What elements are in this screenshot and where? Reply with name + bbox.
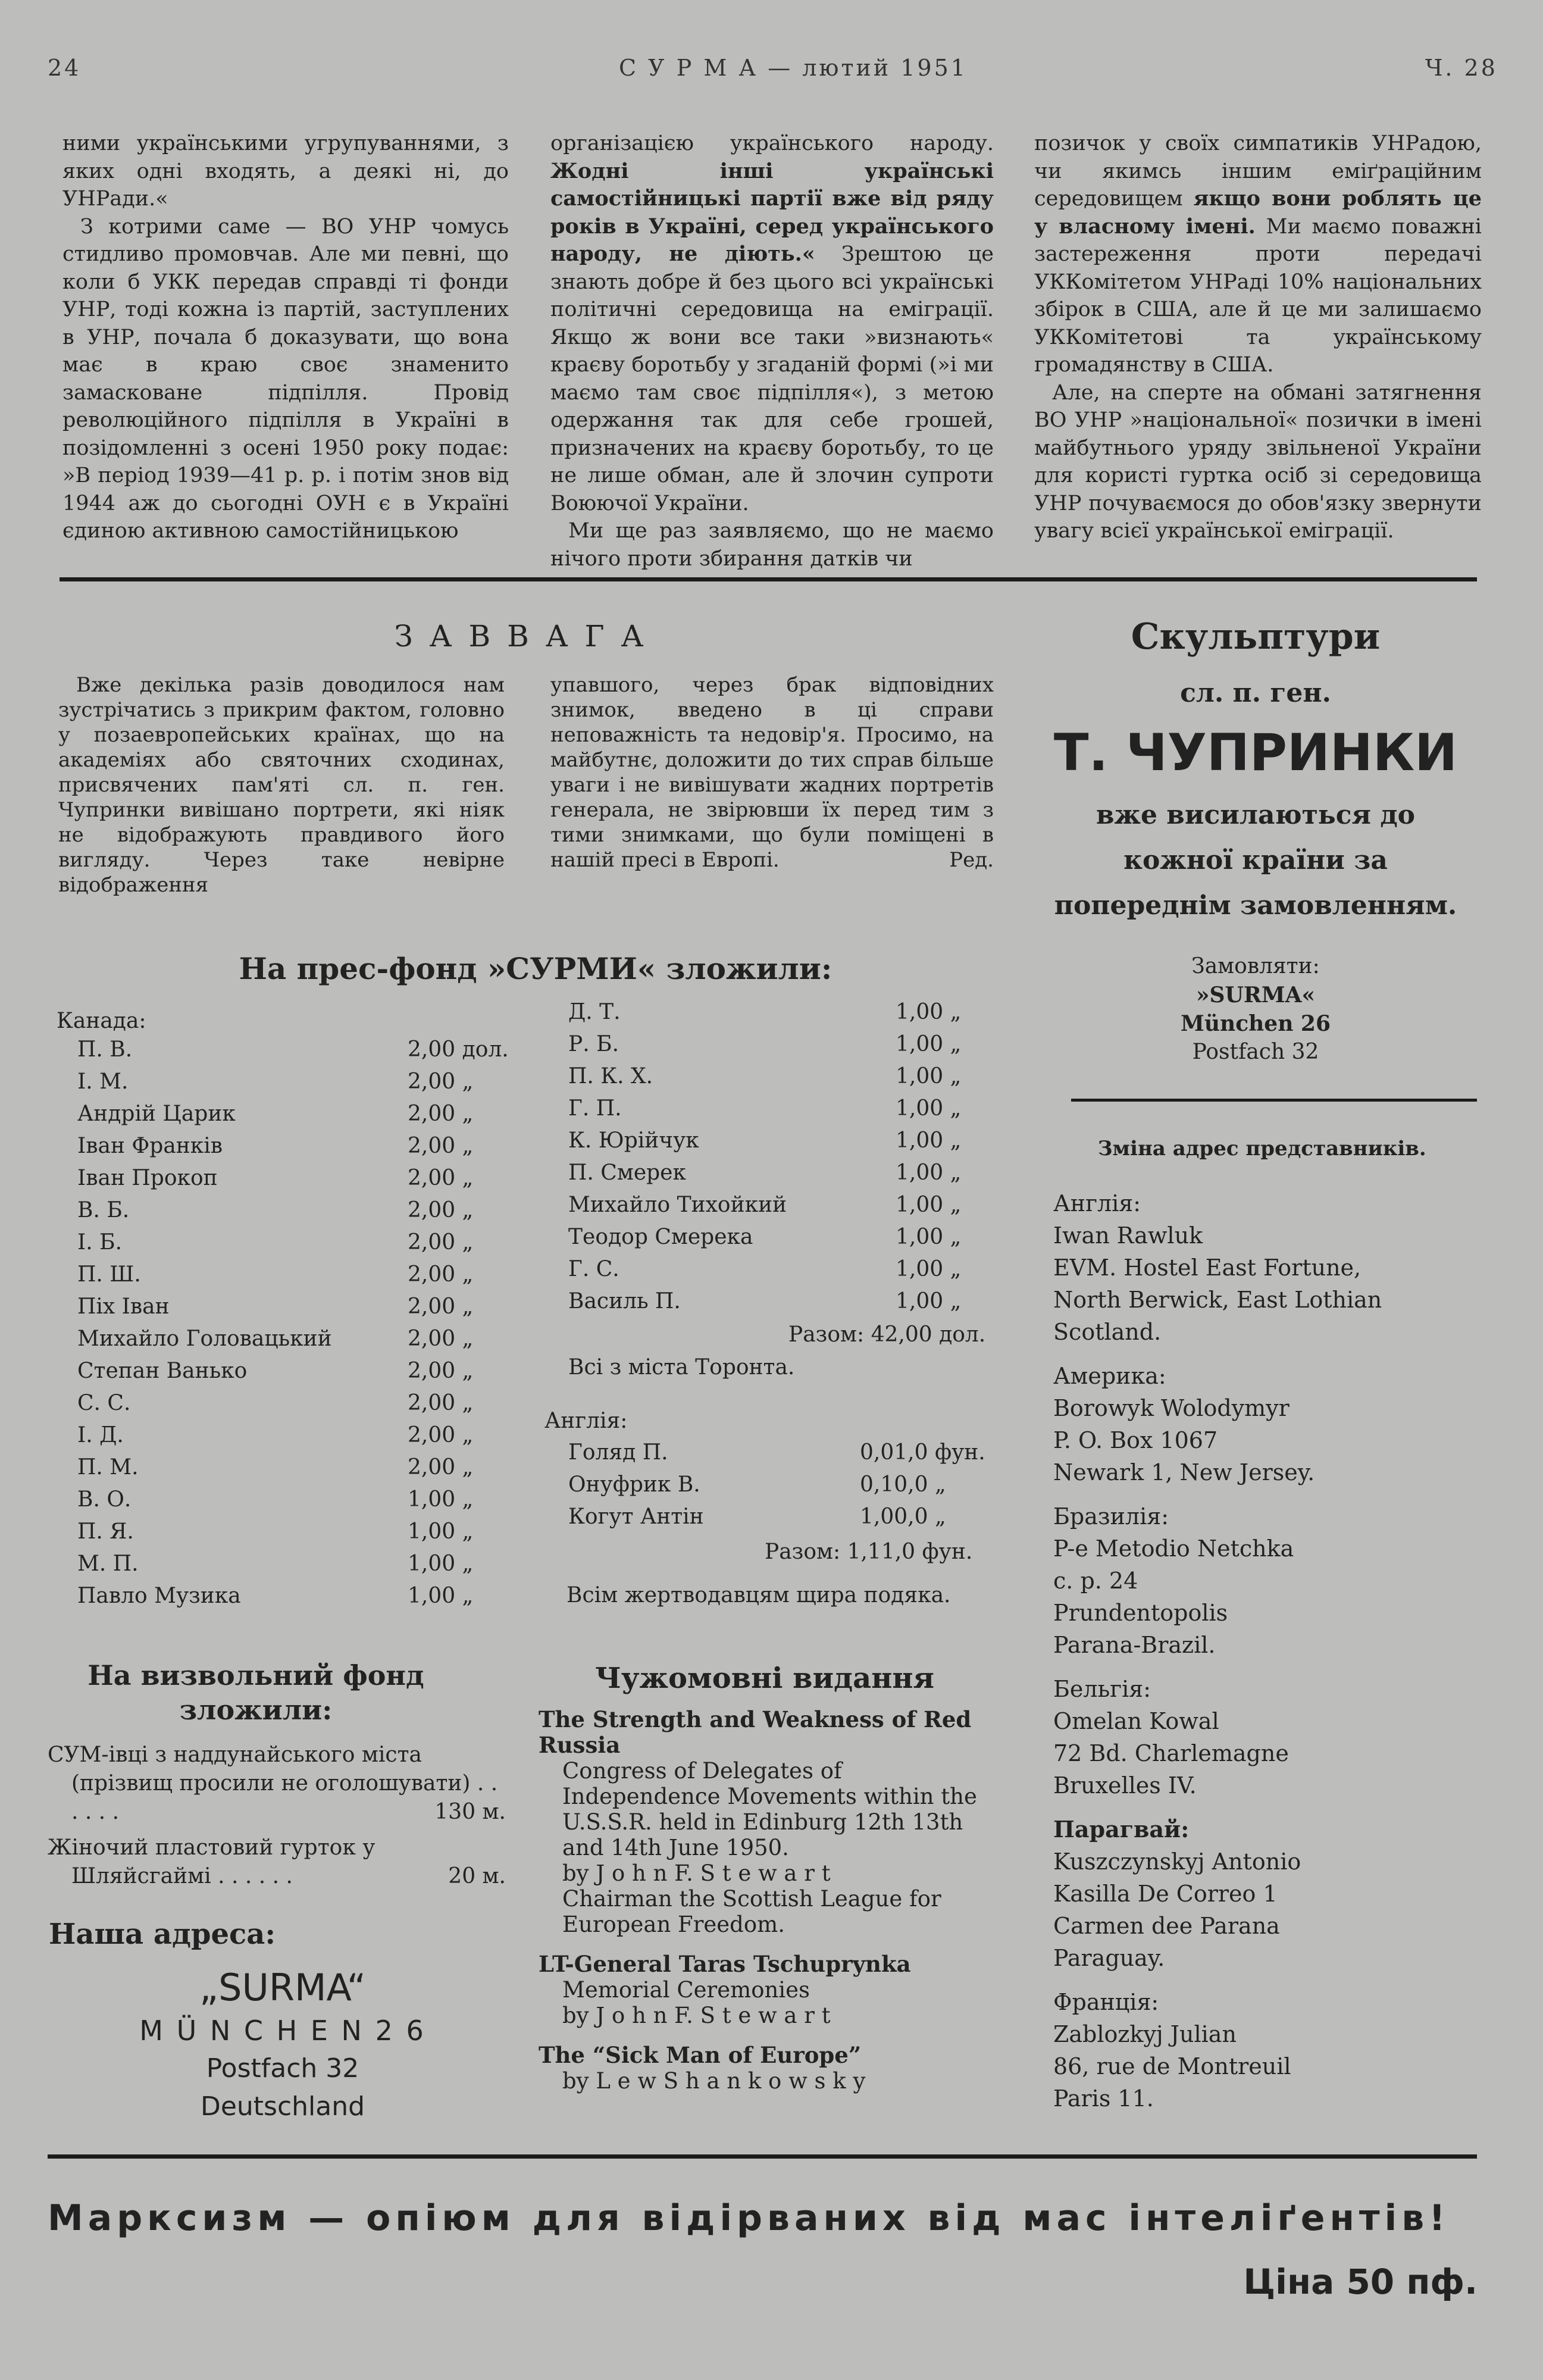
publication-author: by L e w S h a n k o w s k y (562, 2068, 866, 2094)
divider (1071, 1099, 1477, 1102)
divider (60, 577, 1477, 581)
publication-title: The “Sick Man of Europe” (539, 2042, 862, 2068)
running-title: С У Р М А — лютий 1951 (619, 55, 968, 81)
address-group (1053, 1673, 1476, 1802)
england-label: Англія: (544, 1409, 628, 1433)
address-country: Америка: (1053, 1363, 1166, 1389)
donor-row (77, 1262, 518, 1294)
order-postfach: Postfach 32 (1192, 1040, 1319, 1064)
donor-name: Р. Б. (568, 1032, 619, 1056)
canada-total: Разом: 42,00 дол. (788, 1322, 986, 1347)
address-country: Англія: (1053, 1190, 1141, 1216)
donor-row (568, 1128, 997, 1161)
address-line: 86, rue de Montreuil (1053, 2053, 1291, 2079)
our-address-title: Наша адреса: (49, 1918, 276, 1951)
address-group (1053, 1986, 1476, 2115)
article-text: організацією українського народу. (550, 132, 994, 155)
address-line: Carmen dee Parana (1053, 1913, 1280, 1939)
notice-title: З А В В А Г А (394, 619, 647, 653)
donor-name: Г. П. (568, 1096, 622, 1121)
donor-row (77, 1584, 518, 1616)
address-group (1053, 1360, 1476, 1488)
donor-name: П. Ш. (77, 1262, 141, 1287)
publication-title: LT-General Taras Tschuprynka (539, 1951, 911, 1977)
liberation-item (48, 1834, 506, 1891)
donor-row (77, 1230, 518, 1262)
issue-number: Ч. 28 (1425, 55, 1498, 81)
foreign-pubs-title: Чужомовні видання (595, 1662, 934, 1695)
liberation-item (48, 1741, 506, 1827)
address-line: P. O. Box 1067 (1053, 1427, 1218, 1453)
publication (539, 2043, 1003, 2094)
donor-row (568, 1000, 997, 1032)
donor-amount: 1,00 „ (896, 1225, 962, 1249)
address-country: Франція: (1053, 1989, 1159, 2015)
publication-author: by J o h n F. S t e w a r t (562, 2003, 831, 2028)
donor-amount: 2,00 „ (408, 1069, 474, 1094)
liberation-item-amount: 130 м. (434, 1800, 506, 1824)
donor-amount: 2,00 „ (408, 1102, 474, 1126)
donor-amount: 2,00 „ (408, 1262, 474, 1287)
donor-amount: 2,00 „ (408, 1359, 474, 1383)
donor-amount: 2,00 „ (408, 1166, 474, 1190)
canada-donor-list (77, 1037, 518, 1616)
liberation-fund-title: На визвольний фонд зложили: (87, 1659, 424, 1726)
donor-name: Когут Антін (568, 1505, 704, 1529)
address-group (1053, 1500, 1476, 1661)
donor-row (568, 1193, 997, 1225)
address-line: Kasilla De Correo 1 (1053, 1881, 1278, 1907)
donor-amount: 1,00 „ (896, 1128, 962, 1153)
donor-name: П. К. Х. (568, 1064, 653, 1089)
donor-amount: 1,00 „ (408, 1487, 474, 1512)
donor-amount: 1,00 „ (408, 1584, 474, 1608)
donor-row (568, 1440, 997, 1472)
publication (539, 1951, 1003, 2028)
donor-row (77, 1487, 518, 1519)
donor-row (77, 1134, 518, 1166)
article-paragraph: Ми ще раз заявляємо, що не маємо нічого проти збирання датків чи (550, 519, 994, 571)
notice-signature: Ред. (949, 848, 994, 872)
thanks-note: Всім жертводавцям щира подяка. (567, 1583, 951, 1607)
donor-name: В. О. (77, 1487, 132, 1512)
order-city: München 26 (1181, 1011, 1331, 1036)
address-line: Bruxelles IV. (1053, 1772, 1197, 1799)
address-country: Парагвай: (1053, 1816, 1190, 1843)
address-country: Бельгія: (1053, 1676, 1151, 1702)
donor-name: П. В. (77, 1037, 133, 1062)
donor-name: К. Юрійчук (568, 1128, 699, 1153)
address-line: EVM. Hostel East Fortune, (1053, 1255, 1362, 1281)
donor-name: Голяд П. (568, 1440, 668, 1465)
donor-amount: 2,00 „ (408, 1327, 474, 1351)
donor-name: Іван Прокоп (77, 1166, 218, 1190)
address-group (1053, 1187, 1476, 1348)
order-label: Замовляти: (1191, 954, 1320, 978)
donor-row (77, 1423, 518, 1455)
address-line: Scotland. (1053, 1319, 1162, 1345)
address-line: c. p. 24 (1053, 1568, 1138, 1594)
address-line: North Berwick, East Lothian (1053, 1287, 1382, 1313)
liberation-item-text: Жіночий пластовий гурток у Шляйсгаймі . . . . . . (48, 1835, 375, 1888)
donor-row (77, 1519, 518, 1552)
our-address-country: Deutschland (200, 2091, 365, 2122)
article-paragraph (1034, 130, 1482, 379)
donor-row (568, 1472, 997, 1505)
address-line: 72 Bd. Charlemagne (1053, 1740, 1289, 1766)
donor-name: Онуфрик В. (568, 1472, 700, 1497)
donor-name: Василь П. (568, 1289, 681, 1313)
donor-amount: 2,00 „ (408, 1455, 474, 1480)
page-number: 24 (48, 55, 82, 81)
donor-row (568, 1257, 997, 1289)
donor-amount: 2,00 „ (408, 1294, 474, 1319)
foreign-pubs-list (539, 1707, 1003, 2094)
donor-name: П. Я. (77, 1519, 134, 1544)
article-paragraph (550, 130, 994, 517)
donor-name: Михайло Головацький (77, 1327, 332, 1351)
address-line: Omelan Kowal (1053, 1708, 1219, 1734)
donor-row (568, 1096, 997, 1128)
donor-name: В. Б. (77, 1198, 130, 1222)
donor-row (77, 1327, 518, 1359)
canada-label: Канада: (57, 1009, 146, 1033)
donor-amount: 2,00 „ (408, 1423, 474, 1447)
our-address-name: „SURMA“ (199, 1966, 366, 2009)
donor-row (568, 1032, 997, 1064)
address-line: Parana-Brazil. (1053, 1632, 1216, 1658)
donor-row (77, 1198, 518, 1230)
donor-amount: 2,00 „ (408, 1198, 474, 1222)
our-address-city: M Ü N C H E N 2 6 (139, 2015, 426, 2047)
publication-desc: Congress of Delegates of Independence Movements within the U.S.S.R. held in Edinburg 12th 13th and 14th June 1950. (562, 1758, 977, 1860)
donor-name: І. М. (77, 1069, 129, 1094)
sculpture-title: Скульптури (1131, 616, 1381, 658)
article-column-3 (1034, 130, 1482, 545)
donor-row (568, 1161, 997, 1193)
donor-amount: 1,00 „ (408, 1552, 474, 1576)
sculpture-subtitle: сл. п. ген. (1180, 678, 1331, 708)
donor-amount: 2,00 „ (408, 1134, 474, 1158)
england-donor-list (568, 1440, 997, 1537)
notice-left (58, 673, 505, 897)
donor-amount: 1,00 „ (896, 1064, 962, 1089)
article-text: Зрештою це знають добре й без цього всі українські політичні середовища на еміграції. Якщо ж вони все таки »визнають« краєву боротьбу у згаданій формі (»і ми маємо там своє підпілля«), з метою одержання так для себе грошей, призначених на краєву боротьбу, то це не лише обман, але й злочин супроти Воюючої України. (550, 242, 994, 515)
donor-row (77, 1359, 518, 1391)
donor-name: І. Д. (77, 1423, 124, 1447)
donor-row (77, 1552, 518, 1584)
donor-amount: 1,00 „ (896, 1257, 962, 1281)
article-bold-text: Жодні інші українські самостійницькі партії вже від ряду років в Україні, серед українського народу, не діють.« (550, 158, 994, 266)
donor-amount: 1,00 „ (896, 1000, 962, 1024)
notice-text: упавшого, через брак відповідних знимок, введено в ці справи неповажність та недовір'я. Просимо, на майбутнє, доложити до тих справ більше уваги і не вивішувати жадних портретів генерала, не звірювши їх перед тим з тими знимками, що були поміщені в нашій пресі в Европі. (550, 673, 994, 872)
donor-amount: 1,00 „ (896, 1193, 962, 1217)
donor-amount: 2,00 „ (408, 1391, 474, 1415)
canada-donor-list-2 (568, 1000, 997, 1321)
donor-name: Павло Музика (77, 1584, 241, 1608)
article-bold-text: якщо вони роблять це у власному імені. (1034, 186, 1482, 239)
donor-row (77, 1037, 518, 1069)
address-line: Prundentopolis (1053, 1600, 1228, 1626)
address-line: Kuszczynskyj Antonio (1053, 1849, 1301, 1875)
donor-row (568, 1289, 997, 1321)
sculpture-ad (1035, 613, 1476, 1067)
address-line: Paraguay. (1053, 1945, 1165, 1971)
donor-amount: 1,00 „ (896, 1032, 962, 1056)
donor-name: П. М. (77, 1455, 139, 1480)
sculpture-text: вже висилаються до кожної країни за попереднім замовленням. (1054, 800, 1457, 921)
publication (539, 1707, 1003, 1937)
address-line: Newark 1, New Jersey. (1053, 1459, 1315, 1485)
publication-desc: Memorial Ceremonies (562, 1977, 810, 2003)
article-paragraph: Але, на сперте на обмані затягнення ВО УНР »національної« позички в імені майбутнього уряду звільненої України для користі гуртка осіб зі середовища УНР почуваємося до обов'язку звернути увагу всієї української еміграції. (1034, 380, 1482, 543)
donor-row (77, 1294, 518, 1327)
liberation-item-text: СУМ-івці з наддунайського міста (прізвищ просили не оголошувати) . . . . . . (48, 1743, 498, 1824)
liberation-fund-list (48, 1741, 506, 1891)
publication-author: by J o h n F. S t e w a r t (562, 1860, 831, 1886)
donor-name: Теодор Смерека (568, 1225, 753, 1249)
article-paragraph: ними українськими угрупуваннями, з яких одні входять, а деякі ні, до УНРади.« (62, 132, 509, 211)
sculpture-name: Т. ЧУПРИНКИ (1053, 723, 1458, 783)
notice-text: Вже декілька разів доводилося нам зустрічатись з прикрим фактом, головно у позаевропейських країнах, що на академіях або святочних сходинах, присвячених пам'яті сл. п. ген. Чупринки вивішано портрети, які ніяк не відображують правдивого його вигляду. Через таке невірне відображення (58, 673, 505, 897)
donor-name: Андрій Царик (77, 1102, 236, 1126)
address-line: Paris 11. (1053, 2085, 1154, 2112)
article-paragraph: З котрими саме — ВО УНР чомусь стидливо промовчав. Але ми певні, що коли б УКК передав справді ті фонди УНР, тоді кожна із партій, заступлених в УНР, почала б доказувати, що вона має в краю своє знаменито замасковане підпілля. Провід революційного підпілля в Україні в позідомленні з осені 1950 року подає: »В період 1939—41 р. р. і потім знов від 1944 аж до сьогодні ОУН є в Україні єдиною активною самостійницькою (62, 214, 509, 543)
donor-amount: 1,00 „ (896, 1096, 962, 1121)
donor-name: Іван Франків (77, 1134, 223, 1158)
address-line: Iwan Rawluk (1053, 1222, 1203, 1249)
footer-slogan: Марксизм — опіюм для відірваних від мас інтеліґентів! (48, 2197, 1450, 2239)
our-address-block (89, 1964, 476, 2126)
price: Ціна 50 пф. (1243, 2262, 1478, 2302)
press-fund-title: На прес-фонд »СУРМИ« зложили: (239, 951, 832, 986)
address-line: Borowyk Wolodymyr (1053, 1395, 1290, 1421)
donor-amount: 0,10,0 „ (860, 1472, 946, 1497)
donor-name: Піх Іван (77, 1294, 170, 1319)
article-text: позичок у своїх симпатиків УНРадою, чи якимсь іншим еміґраційним середовищем (1034, 132, 1482, 211)
article-column-2 (550, 130, 994, 573)
publication-title: The Strength and Weakness of Red Russia (539, 1706, 972, 1758)
divider (48, 2154, 1477, 2159)
donor-amount: 1,00,0 „ (860, 1505, 946, 1529)
england-total: Разом: 1,11,0 фун. (765, 1540, 973, 1564)
publication-role: Chairman the Scottish League for European Freedom. (562, 1886, 941, 1937)
address-changes-list (1053, 1187, 1476, 2126)
donor-row (77, 1455, 518, 1487)
donor-name: С. С. (77, 1391, 131, 1415)
notice-right (550, 673, 994, 872)
donor-name: Михайло Тихойкий (568, 1193, 787, 1217)
donor-row (77, 1391, 518, 1423)
donor-row (568, 1064, 997, 1096)
donor-amount: 2,00 дол. (408, 1037, 509, 1062)
donor-name: П. Смерек (568, 1161, 686, 1185)
donor-row (568, 1505, 997, 1537)
liberation-item-amount: 20 м. (448, 1864, 506, 1888)
address-line: Zablozkyj Julian (1053, 2021, 1237, 2047)
toronto-note: Всі з міста Торонта. (568, 1355, 795, 1380)
donor-amount: 2,00 „ (408, 1230, 474, 1255)
donor-name: Г. С. (568, 1257, 619, 1281)
donor-row (77, 1102, 518, 1134)
article-column-1 (62, 130, 509, 545)
donor-name: М. П. (77, 1552, 139, 1576)
donor-name: І. Б. (77, 1230, 123, 1255)
address-changes-title: Зміна адрес представників. (1098, 1137, 1426, 1161)
donor-name: Д. Т. (568, 1000, 621, 1024)
address-line: P-e Metodio Netchka (1053, 1535, 1294, 1562)
donor-amount: 1,00 „ (896, 1289, 962, 1313)
donor-name: Степан Ванько (77, 1359, 248, 1383)
donor-row (77, 1069, 518, 1102)
donor-amount: 1,00 „ (408, 1519, 474, 1544)
donor-amount: 1,00 „ (896, 1161, 962, 1185)
donor-row (77, 1166, 518, 1198)
donor-amount: 0,01,0 фун. (860, 1440, 985, 1465)
order-org: »SURMA« (1195, 983, 1316, 1008)
our-address-postfach: Postfach 32 (206, 2053, 359, 2084)
donor-row (568, 1225, 997, 1257)
article-text: Ми маємо поважні застереження проти передачі УККомітетом УНРаді 10% національних збірок в США, але й це ми залишаємо УККомітетові та українському громадянству в США. (1034, 214, 1482, 377)
address-country: Бразилія: (1053, 1503, 1169, 1530)
address-group (1053, 1813, 1476, 1974)
